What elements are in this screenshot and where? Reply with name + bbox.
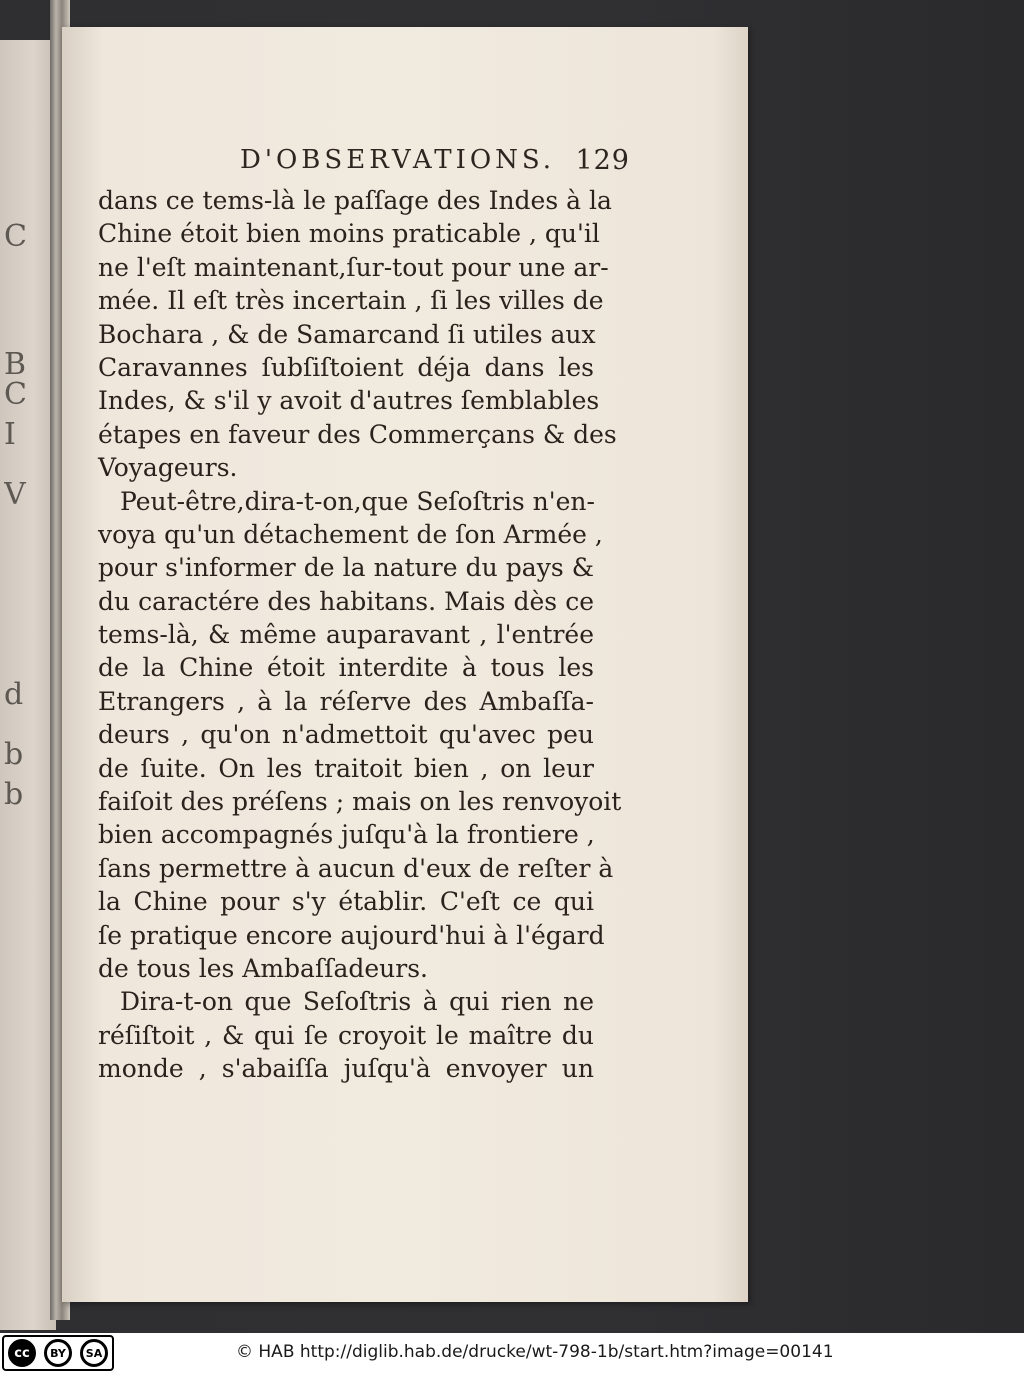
text-line: Dira-t-on que Seſoſtris à qui rien ne	[120, 987, 594, 1017]
text-line: Peut-être,dira-t-on,que Seſoſtris n'en-	[120, 486, 595, 516]
cc-license-badge[interactable]	[2, 1335, 114, 1371]
copyright-url[interactable]: © HAB http://diglib.hab.de/drucke/wt-798-1b/start.htm?image=00141	[236, 1342, 834, 1362]
edge-letter: b	[4, 740, 24, 770]
edge-letter: C	[4, 380, 27, 410]
edge-letter: d	[4, 680, 24, 710]
text-line: de la Chine étoit interdite à tous les	[98, 653, 594, 683]
text-line: de ſuite. On les traitoit bien , on leur	[98, 753, 594, 783]
text-line: Indes, & s'il y avoit d'autres ſemblables	[98, 386, 600, 416]
text-line: mée. Il eſt très incertain , ſi les villes de	[98, 286, 604, 316]
text-line: Caravannes ſubſiſtoient déja dans les	[98, 352, 594, 382]
edge-letter: V	[4, 480, 26, 510]
edge-letter: b	[4, 780, 24, 810]
text-line: faiſoit des préſens ; mais on les renvoyoit	[98, 787, 622, 817]
text-line: monde , s'abaiſſa juſqu'à envoyer un	[98, 1054, 594, 1084]
footer-bar	[0, 1333, 1024, 1373]
edge-letter: C	[4, 222, 27, 252]
text-line: voya qu'un détachement de ſon Armée ,	[98, 519, 603, 549]
running-title: D'OBSERVATIONS.	[240, 145, 556, 175]
cc-icon: cc	[8, 1339, 36, 1367]
text-line: ne l'eſt maintenant,ſur-tout pour une ar-	[98, 252, 609, 282]
text-line: bien accompagnés juſqu'à la frontiere ,	[98, 820, 595, 850]
edge-letter: I	[4, 420, 16, 450]
text-line: Voyageurs.	[98, 453, 238, 483]
text-line: dans ce tems-là le paſſage des Indes à la	[98, 186, 612, 215]
share-alike-icon: SA	[80, 1339, 108, 1367]
text-line: ſans permettre à aucun d'eux de reſter à	[98, 853, 614, 883]
text-line: la Chine pour s'y établir. C'eſt ce qui	[98, 887, 594, 917]
text-line: deurs , qu'on n'admettoit qu'avec peu	[98, 720, 594, 750]
text-line: Bochara , & de Samarcand ſi utiles aux	[98, 319, 596, 349]
text-line: ſe pratique encore aujourd'hui à l'égard	[98, 920, 605, 950]
text-line: étapes en faveur des Commerçans & des	[98, 419, 617, 449]
page-text	[98, 184, 622, 1086]
text-line: de tous les Ambaſſadeurs.	[98, 953, 428, 983]
attribution-icon: BY	[44, 1339, 72, 1367]
text-line: pour s'informer de la nature du pays &	[98, 553, 594, 583]
edge-letter: B	[4, 350, 27, 380]
page-header	[182, 145, 642, 185]
text-line: Chine étoit bien moins praticable , qu'il	[98, 219, 600, 249]
previous-page-edge	[0, 40, 56, 1330]
text-line: tems-là, & même auparavant , l'entrée	[98, 620, 594, 650]
text-line: réſiſtoit , & qui ſe croyoit le maître du	[98, 1020, 594, 1050]
page-number: 129	[575, 145, 630, 176]
text-line: du caractére des habitans. Mais dès ce	[98, 586, 594, 616]
text-line: Etrangers , à la réſerve des Ambaſſa-	[98, 686, 594, 716]
